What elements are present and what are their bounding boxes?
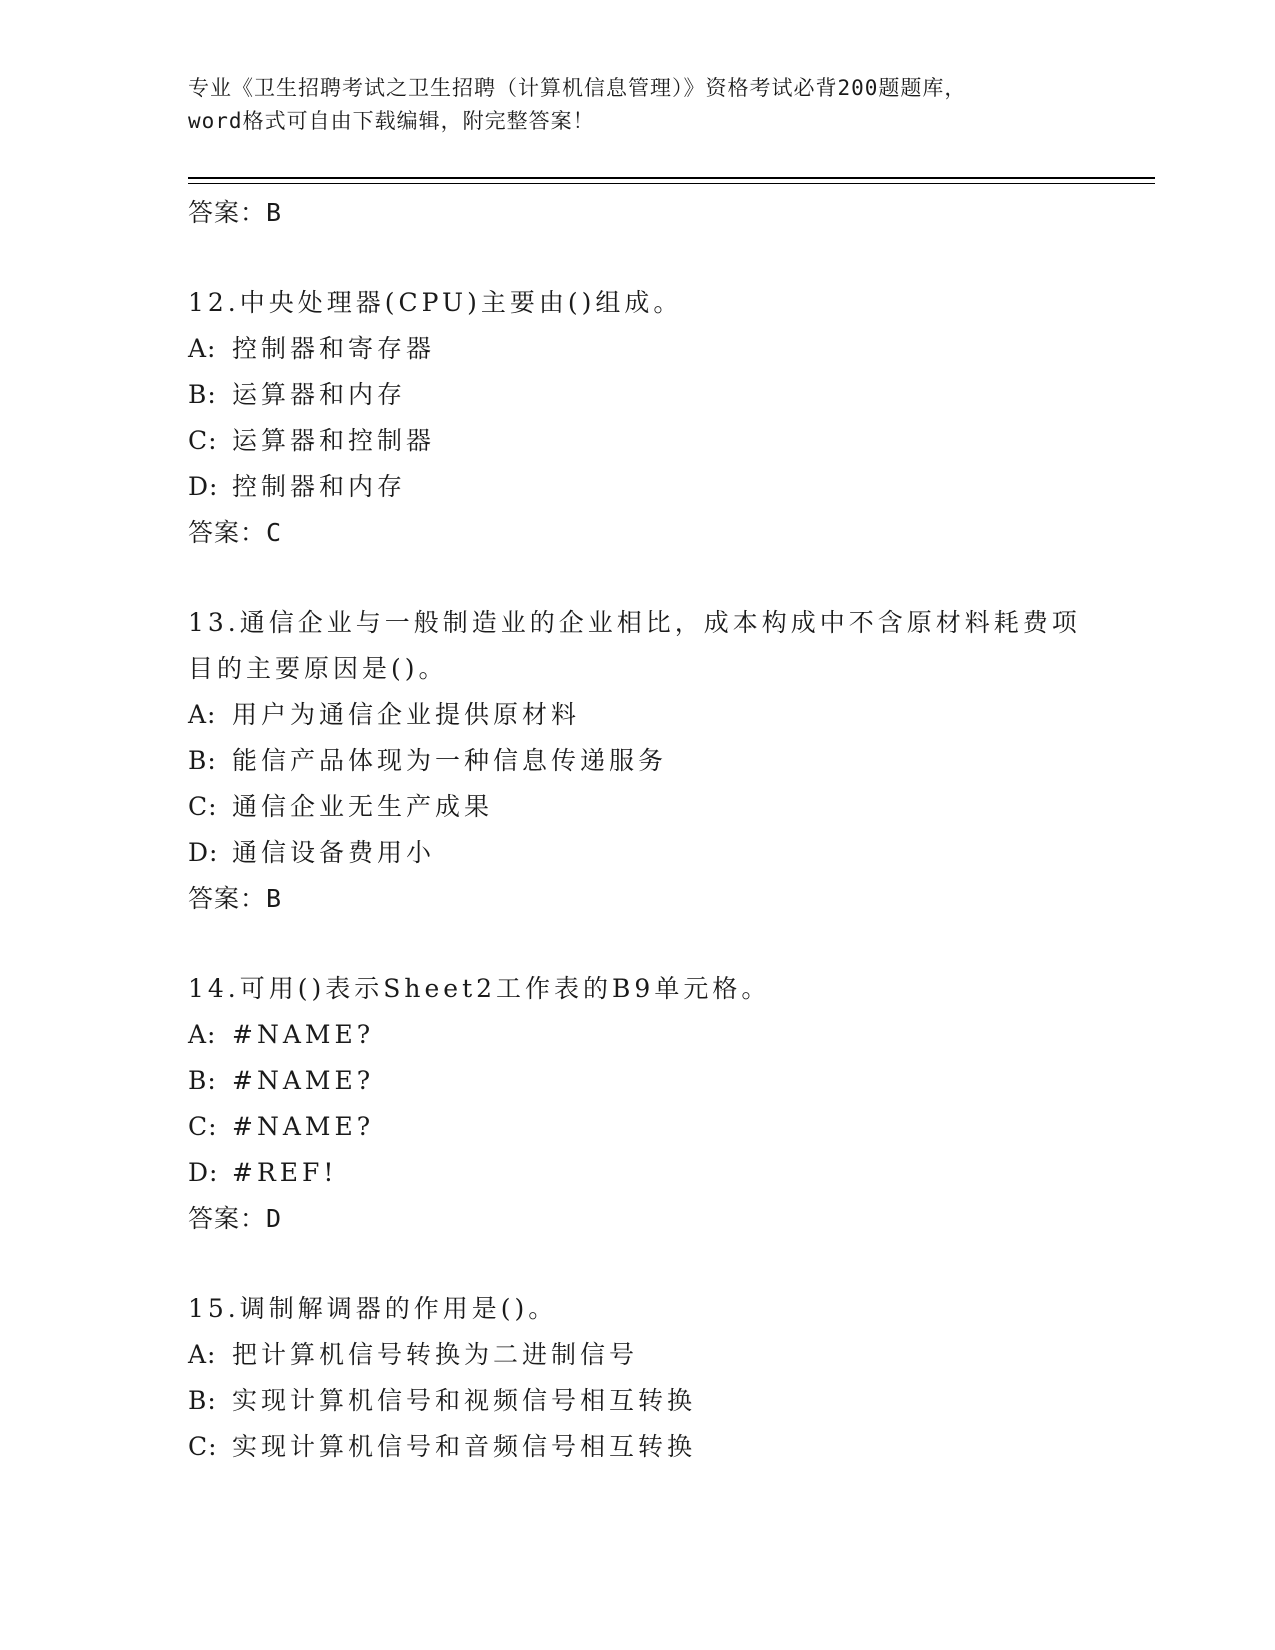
option-key: C:	[188, 1112, 218, 1141]
option-key: B:	[188, 380, 217, 409]
option-key: A:	[188, 700, 217, 729]
spacer	[188, 556, 1088, 600]
option-text: 通信企业无生产成果	[232, 792, 494, 821]
option-text: 用户为通信企业提供原材料	[232, 700, 581, 729]
option-a	[188, 326, 1088, 372]
spacer	[188, 922, 1088, 966]
question-text: 15.调制解调器的作用是()。	[188, 1294, 558, 1323]
answer-line: 答案：C	[188, 518, 283, 547]
question-block	[188, 600, 1088, 922]
option-a	[188, 1012, 1088, 1058]
question-block	[188, 280, 1088, 556]
answer-line: 答案：B	[188, 884, 283, 913]
option-key: A:	[188, 1340, 217, 1369]
question-text: 14.可用()表示Sheet2工作表的B9单元格。	[188, 974, 771, 1003]
option-c	[188, 1104, 1088, 1150]
header-line-2: word格式可自由下载编辑，附完整答案！	[188, 109, 595, 133]
option-key: B:	[188, 1066, 217, 1095]
option-key: A:	[188, 334, 217, 363]
question-text-continued: 目的主要原因是()。	[188, 654, 448, 683]
option-text: 实现计算机信号和视频信号相互转换	[232, 1386, 697, 1415]
option-text: 通信设备费用小	[232, 838, 436, 867]
option-text: 运算器和内存	[232, 380, 407, 409]
option-b	[188, 372, 1088, 418]
header-line-1: 专业《卫生招聘考试之卫生招聘（计算机信息管理）》资格考试必背200题题库，	[188, 76, 967, 100]
question-list	[188, 190, 1088, 1470]
header-divider-thin	[188, 183, 1155, 184]
option-text: 能信产品体现为一种信息传递服务	[232, 746, 668, 775]
spacer	[188, 236, 1088, 280]
document-header	[188, 72, 1088, 138]
option-key: B:	[188, 1386, 217, 1415]
answer-line: 答案：D	[188, 1204, 283, 1233]
option-a	[188, 1332, 1088, 1378]
option-key: D:	[188, 1158, 219, 1187]
option-text: 实现计算机信号和音频信号相互转换	[232, 1432, 697, 1461]
option-key: D:	[188, 472, 219, 501]
option-text: 运算器和控制器	[232, 426, 436, 455]
option-text: 控制器和内存	[232, 472, 407, 501]
option-text: #NAME?	[232, 1112, 375, 1141]
option-text: #NAME?	[232, 1020, 375, 1049]
option-c	[188, 418, 1088, 464]
option-c	[188, 1424, 1088, 1470]
option-b	[188, 1058, 1088, 1104]
option-d	[188, 830, 1088, 876]
option-key: C:	[188, 426, 218, 455]
question-text: 13.通信企业与一般制造业的企业相比，成本构成中不含原材料耗费项	[188, 608, 1081, 637]
option-text: 控制器和寄存器	[232, 334, 436, 363]
question-block	[188, 966, 1088, 1242]
spacer	[188, 1242, 1088, 1286]
option-a	[188, 692, 1088, 738]
option-d	[188, 464, 1088, 510]
option-b	[188, 1378, 1088, 1424]
option-key: B:	[188, 746, 217, 775]
option-d	[188, 1150, 1088, 1196]
option-text: #REF!	[232, 1158, 338, 1187]
option-key: D:	[188, 838, 219, 867]
option-c	[188, 784, 1088, 830]
option-text: #NAME?	[232, 1066, 375, 1095]
previous-answer: 答案：B	[188, 198, 283, 227]
option-key: A:	[188, 1020, 217, 1049]
option-key: C:	[188, 792, 218, 821]
question-text: 12.中央处理器(CPU)主要由()组成。	[188, 288, 683, 317]
header-divider-thick	[188, 177, 1155, 179]
option-key: C:	[188, 1432, 218, 1461]
option-b	[188, 738, 1088, 784]
option-text: 把计算机信号转换为二进制信号	[232, 1340, 639, 1369]
question-block	[188, 1286, 1088, 1470]
